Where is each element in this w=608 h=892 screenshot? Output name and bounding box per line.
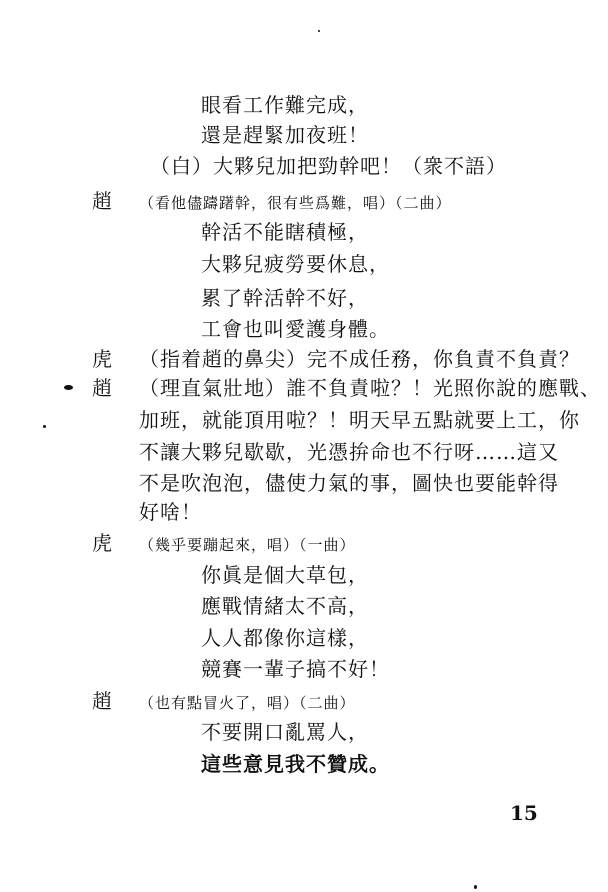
dialogue-line: 加班，就能頂用啦？！明天早五點就要上工，你 bbox=[139, 408, 580, 432]
song-line: 工會也叫愛護身體。 bbox=[201, 317, 390, 341]
song-line: 應戰情緒太不高， bbox=[201, 594, 369, 618]
dialogue-line: （指着趙的鼻尖）完不成任務，你負責不負責？ bbox=[139, 347, 580, 371]
speaker-label-hu: 虎 bbox=[92, 347, 112, 371]
dialogue-line: （白）大夥兒加把勁幹吧！（衆不語） bbox=[150, 154, 507, 178]
song-line: 你眞是個大草包， bbox=[201, 563, 369, 587]
song-line: 競賽一輩子搞不好！ bbox=[201, 657, 390, 681]
song-line: 幹活不能瞎積極， bbox=[201, 220, 369, 244]
dialogue-line: 好啥！ bbox=[139, 500, 202, 524]
song-line: 眼看工作難完成， bbox=[201, 93, 369, 117]
speaker-label-zhao: 趙 bbox=[92, 189, 112, 213]
song-line: 不要開口亂罵人， bbox=[201, 720, 369, 744]
speaker-label-zhao: 趙 bbox=[92, 376, 112, 400]
song-line: 大夥兒疲勞要休息， bbox=[201, 252, 390, 276]
ink-mark bbox=[64, 385, 73, 390]
song-line: 人人都像你這樣， bbox=[201, 626, 369, 650]
dialogue-line: 不是吹泡泡，儘使力氣的事，圖快也要能幹得 bbox=[139, 471, 559, 495]
ink-speck bbox=[318, 30, 320, 32]
song-line: 累了幹活幹不好， bbox=[201, 286, 369, 310]
stage-direction: （幾乎要蹦起來，唱）（一曲） bbox=[139, 536, 356, 554]
stage-direction: （也有點冒火了，唱）（二曲） bbox=[139, 694, 356, 712]
stage-direction: （看他儘躊躇幹，很有些爲難，唱）（二曲） bbox=[139, 194, 452, 212]
page-number: 15 bbox=[510, 801, 538, 825]
speaker-label-hu: 虎 bbox=[92, 531, 112, 555]
song-line: 這些意見我不贊成。 bbox=[201, 752, 390, 776]
dialogue-line: 不讓大夥兒歇歇，光憑拚命也不行呀……這又 bbox=[139, 440, 559, 464]
ink-mark bbox=[43, 425, 46, 428]
dialogue-line: （理直氣壯地）誰不負責啦？！光照你說的應戰、 bbox=[139, 376, 601, 400]
speaker-label-zhao: 趙 bbox=[92, 689, 112, 713]
ink-speck bbox=[474, 885, 477, 889]
song-line: 還是趕緊加夜班！ bbox=[201, 123, 369, 147]
